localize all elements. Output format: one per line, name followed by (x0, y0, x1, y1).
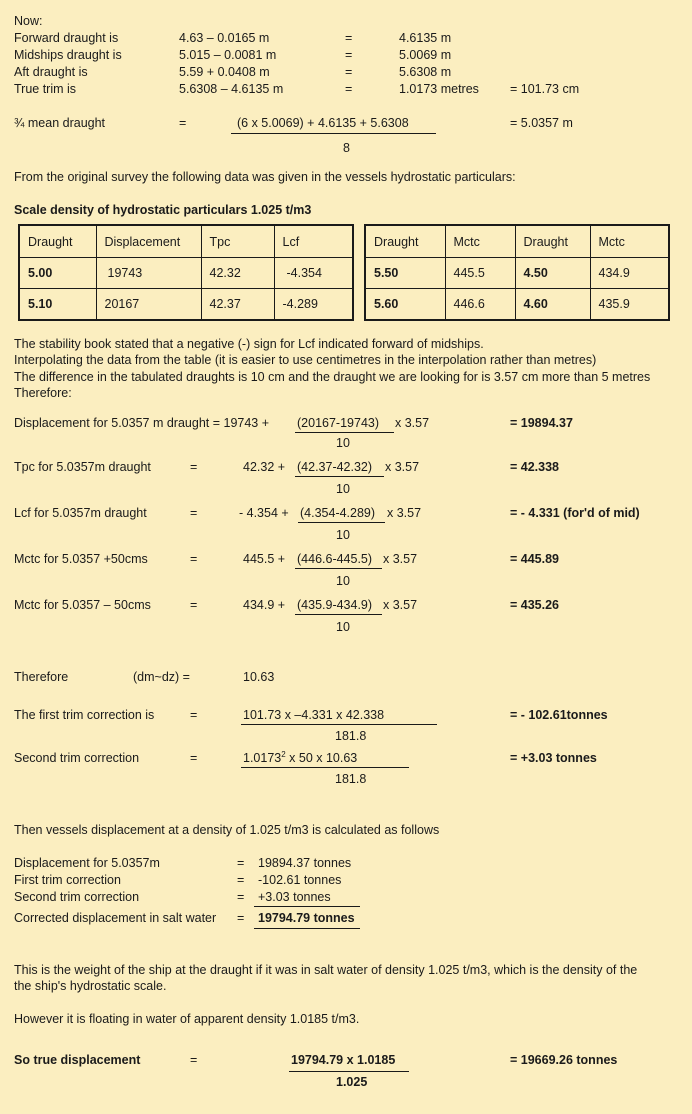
displacement-interp-num: (20167-19743) (297, 416, 380, 430)
summary-label: First trim correction (14, 873, 121, 887)
true-displacement-result: = 19669.26 tonnes (510, 1053, 618, 1067)
note-line: The difference in the tabulated draughts is 10 cm and the draught we are looking for is 3.57 cm more than 5 metres (14, 370, 651, 384)
equals-sign: = (190, 598, 198, 612)
true-displacement-denominator: 1.025 (336, 1075, 368, 1089)
equals-sign: = (190, 1053, 198, 1067)
explanation-line: This is the weight of the ship at the draught if it was in salt water of density 1.025 t/m3, which is the density of the (14, 963, 638, 977)
table-cell: 19743 (96, 258, 201, 289)
then-text: Then vessels displacement at a density of 1.025 t/m3 is calculated as follows (14, 823, 440, 837)
table-cell: 445.5 (445, 258, 515, 289)
header-cell: Mctc (445, 225, 515, 258)
table-cell: -4.289 (274, 289, 353, 321)
equals-sign: = (345, 48, 353, 62)
summary-label: Corrected displacement in salt water (14, 911, 217, 925)
therefore-label: Therefore (14, 670, 69, 684)
therefore-expr: (dm~dz) = (133, 670, 190, 684)
note-line: Interpolating the data from the table (it is easier to use centimetres in the interpolation rather than metres) (14, 353, 597, 367)
sum-line (254, 906, 360, 907)
summary-label: Second trim correction (14, 890, 140, 904)
equals-sign: = (190, 751, 198, 765)
mctc-plus-interp-result: = 445.89 (510, 552, 560, 566)
header-cell: Draught (19, 225, 96, 258)
second-trim-numerator (243, 751, 357, 766)
true-trim-expr: 5.6308 – 4.6135 m (179, 82, 284, 96)
forward-draught-expr: 4.63 – 0.0165 m (179, 31, 270, 45)
table-row (365, 258, 669, 289)
equals-sign: = (179, 116, 187, 130)
table-cell: 42.32 (201, 258, 274, 289)
aft-draught-label: Aft draught is (14, 65, 88, 79)
tpc-interp-label: Tpc for 5.0357m draught (14, 460, 151, 474)
displacement-interp-mult: x 3.57 (395, 416, 430, 430)
table-header-row (365, 225, 669, 258)
corrected-displacement-value: 19794.79 tonnes (258, 911, 355, 925)
lcf-interp-num: (4.354-4.289) (300, 506, 376, 520)
table-cell: 446.6 (445, 289, 515, 321)
fraction-bar (298, 522, 385, 523)
hydrostatic-table-left (18, 224, 354, 321)
lcf-interp-label: Lcf for 5.0357m draught (14, 506, 147, 520)
mctc-minus-interp-mult: x 3.57 (383, 598, 418, 612)
note-line: The stability book stated that a negative (-) sign for Lcf indicated forward of midships. (14, 337, 484, 351)
true-trim-result: 1.0173 metres (399, 82, 479, 96)
table-cell: 5.60 (365, 289, 445, 321)
forward-draught-label: Forward draught is (14, 31, 119, 45)
table-cell: 5.50 (365, 258, 445, 289)
header-cell: Tpc (201, 225, 274, 258)
mean-draught-denominator: 8 (343, 141, 350, 155)
equals-sign: = (237, 873, 245, 887)
table-cell: 4.50 (515, 258, 590, 289)
header-cell: Displacement (96, 225, 201, 258)
true-displacement-label: So true displacement (14, 1053, 141, 1067)
header-cell: Draught (365, 225, 445, 258)
equals-sign: = (190, 506, 198, 520)
equals-sign: = (190, 552, 198, 566)
fraction-bar (295, 614, 382, 615)
lcf-interp-den: 10 (336, 528, 350, 542)
mctc-minus-interp-pre: 434.9 + (243, 598, 286, 612)
header-cell: Mctc (590, 225, 669, 258)
summary-value: -102.61 tonnes (258, 873, 342, 887)
midships-draught-result: 5.0069 m (399, 48, 452, 62)
mctc-plus-interp-den: 10 (336, 574, 350, 588)
now-label: Now: (14, 14, 43, 28)
mean-draught-result: = 5.0357 m (510, 116, 573, 130)
tpc-interp-pre: 42.32 + (243, 460, 286, 474)
tpc-interp-num: (42.37-42.32) (297, 460, 373, 474)
equals-sign: = (345, 31, 353, 45)
mctc-minus-interp-num: (435.9-434.9) (297, 598, 373, 612)
mctc-plus-interp-pre: 445.5 + (243, 552, 286, 566)
first-trim-numerator: 101.73 x –4.331 x 42.338 (243, 708, 385, 722)
forward-draught-result: 4.6135 m (399, 31, 452, 45)
aft-draught-result: 5.6308 m (399, 65, 452, 79)
second-trim-result: = +3.03 tonnes (510, 751, 597, 765)
second-trim-exponent: 2 (281, 749, 286, 759)
table-row (365, 289, 669, 321)
tpc-interp-mult: x 3.57 (385, 460, 420, 474)
fraction-bar (295, 568, 382, 569)
hydrostatic-table-right (364, 224, 670, 321)
aft-draught-expr: 5.59 + 0.0408 m (179, 65, 270, 79)
table-row (19, 258, 353, 289)
true-displacement-numerator: 19794.79 x 1.0185 (291, 1053, 396, 1067)
table-cell: 434.9 (590, 258, 669, 289)
survey-text: From the original survey the following data was given in the vessels hydrostatic particulars: (14, 170, 516, 184)
second-trim-denominator: 181.8 (335, 772, 367, 786)
mctc-plus-interp-num: (446.6-445.5) (297, 552, 373, 566)
table-row (19, 289, 353, 321)
lcf-interp-mult: x 3.57 (387, 506, 422, 520)
second-trim-rest: x 50 x 10.63 (285, 751, 358, 765)
lcf-interp-pre: - 4.354 + (239, 506, 289, 520)
displacement-interp-den: 10 (336, 436, 350, 450)
mctc-minus-interp-den: 10 (336, 620, 350, 634)
equals-sign: = (237, 911, 245, 925)
second-trim-base: 1.0173 (243, 751, 282, 765)
lcf-interp-result: = - 4.331 (for'd of mid) (510, 506, 640, 520)
equals-sign: = (190, 708, 198, 722)
equals-sign: = (237, 856, 245, 870)
midships-draught-label: Midships draught is (14, 48, 122, 62)
equals-sign: = (190, 460, 198, 474)
explanation-line: the ship's hydrostatic scale. (14, 979, 167, 993)
fraction-bar (289, 1071, 409, 1072)
midships-draught-expr: 5.015 – 0.0081 m (179, 48, 277, 62)
mean-draught-label: ¾ mean draught (14, 116, 106, 130)
table-title: Scale density of hydrostatic particulars 1.025 t/m3 (14, 203, 312, 217)
true-trim-cm: = 101.73 cm (510, 82, 580, 96)
table-cell: 42.37 (201, 289, 274, 321)
first-trim-result: = - 102.61tonnes (510, 708, 608, 722)
apparent-density-text: However it is floating in water of apparent density 1.0185 t/m3. (14, 1012, 360, 1026)
displacement-interp-result: = 19894.37 (510, 416, 573, 430)
table-cell: 435.9 (590, 289, 669, 321)
first-trim-label: The first trim correction is (14, 708, 155, 722)
header-cell: Lcf (274, 225, 353, 258)
fraction-bar (295, 432, 394, 433)
mean-draught-numerator: (6 x 5.0069) + 4.6135 + 5.6308 (237, 116, 409, 130)
header-cell: Draught (515, 225, 590, 258)
equals-sign: = (345, 82, 353, 96)
note-line: Therefore: (14, 386, 72, 400)
summary-label: Displacement for 5.0357m (14, 856, 160, 870)
mctc-plus-interp-label: Mctc for 5.0357 +50cms (14, 552, 148, 566)
tpc-interp-den: 10 (336, 482, 350, 496)
summary-value: 19894.37 tonnes (258, 856, 352, 870)
equals-sign: = (345, 65, 353, 79)
mctc-plus-interp-mult: x 3.57 (383, 552, 418, 566)
fraction-bar (241, 724, 437, 725)
mctc-minus-interp-result: = 435.26 (510, 598, 560, 612)
true-trim-label: True trim is (14, 82, 77, 96)
table-cell: 20167 (96, 289, 201, 321)
tpc-interp-result: = 42.338 (510, 460, 560, 474)
table-cell: 5.00 (19, 258, 96, 289)
fraction-bar (231, 133, 436, 134)
fraction-bar (241, 767, 409, 768)
fraction-bar (295, 476, 384, 477)
total-line (254, 928, 360, 929)
table-cell: 4.60 (515, 289, 590, 321)
mctc-minus-interp-label: Mctc for 5.0357 – 50cms (14, 598, 151, 612)
second-trim-label: Second trim correction (14, 751, 140, 765)
table-cell: -4.354 (274, 258, 353, 289)
first-trim-denominator: 181.8 (335, 729, 367, 743)
equals-sign: = (237, 890, 245, 904)
displacement-interp-label: Displacement for 5.0357 m draught = 19743 + (14, 416, 270, 430)
table-cell: 5.10 (19, 289, 96, 321)
therefore-value: 10.63 (243, 670, 275, 684)
summary-value: +3.03 tonnes (258, 890, 331, 904)
table-header-row (19, 225, 353, 258)
